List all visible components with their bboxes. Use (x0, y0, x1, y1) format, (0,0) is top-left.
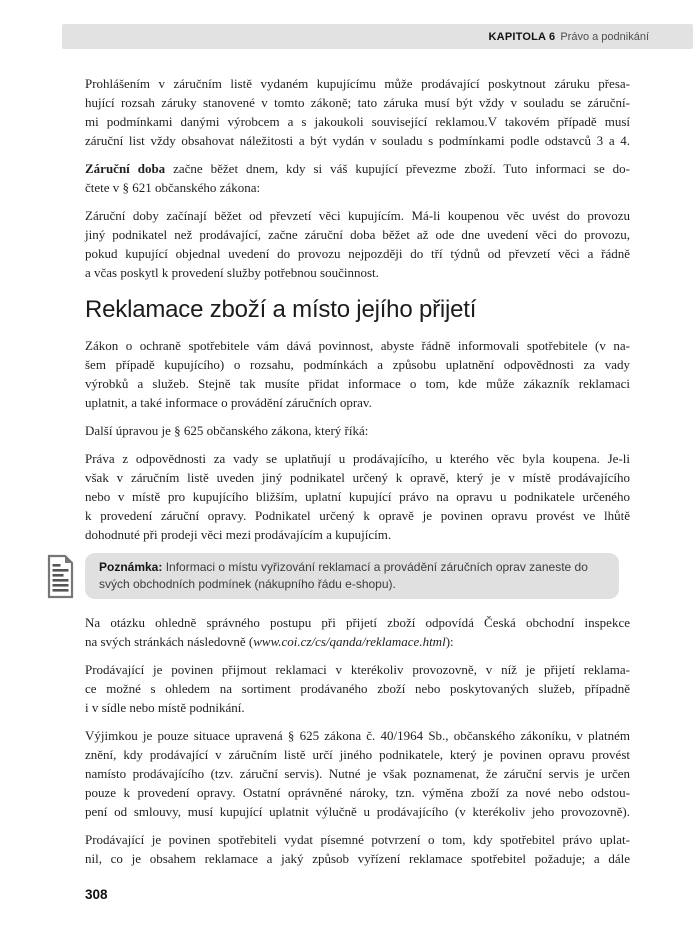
text-line: k provedení záruční opravy. Podnikatel určený k opravě je povinen opravu provést ve lhůtě (85, 508, 630, 523)
quote-paragraph (85, 449, 630, 544)
text-line: Prodávající je povinen spotřebiteli vydat písemné potvrzení o tom, kdy spotřebitel právo uplat- (85, 832, 630, 847)
text-line: nil, co je obsahem reklamace a jaký způsob vyřízení reklamace spotřebitel požaduje; a dále (85, 851, 630, 866)
text-line: jiný podnikatel než prodávající, začne záruční doba běžet až ode dne uvedení věci do provozu, (85, 227, 630, 242)
text-line: Další úpravou je § 625 občanského zákona, který říká: (85, 423, 369, 438)
paragraph (85, 159, 630, 197)
text-line: Prodávající je povinen přijmout reklamaci v kterékoliv provozovně, v níž je přijetí reklama- (85, 662, 630, 677)
paragraph (85, 613, 630, 651)
text-line: dohodnuté při prodeji věci mezi prodávajícím a kupujícím. (85, 527, 392, 542)
section-heading: Reklamace zboží a místo jejího přijetí (85, 296, 477, 323)
text-line: Záruční doby začínají běžet od převzetí věci kupujícím. Má-li koupenou věc uvést do provozu (85, 208, 630, 223)
text-line: pení od smlouvy, musí kupující uplatnit výlučně u prodávajícího (v kterékoliv jeho provozovně). (85, 804, 630, 819)
url-text: www.coi.cz/cs/qanda/reklamace.html (253, 634, 446, 649)
text-run: ): (445, 634, 454, 649)
text-line: ce možné s ohledem na sortiment prodávaného zboží nebo poskytovaných služeb, případně (85, 681, 630, 696)
quote-paragraph (85, 206, 630, 282)
text-run: začne běžet dnem, kdy si váš kupující převezme zboží. Tuto informaci se do- (165, 161, 631, 176)
text-line (85, 159, 630, 178)
chapter-title: Právo a podnikání (560, 30, 649, 43)
text-line: Zákon o ochraně spotřebitele vám dává povinnost, abyste řádně informovali spotřebitele (v na- (85, 338, 630, 353)
quote-paragraph (85, 660, 630, 717)
chapter-label: KAPITOLA 6 (488, 30, 556, 43)
text-line: znění, kdy prodávající v záručním listě určí jiného podnikatele, který je povinen opravu provést (85, 747, 630, 762)
note-label: Poznámka: (99, 560, 163, 574)
quote-paragraph (85, 830, 630, 868)
document-note-icon (47, 554, 74, 599)
note-callout (85, 553, 630, 599)
running-header (62, 24, 693, 49)
paragraph (85, 74, 630, 150)
text-line: pouze k provedení opravy. Ostatní oprávněné nároky, tzn. výměna zboží za nové nebo odstou- (85, 785, 630, 800)
quote-paragraph (85, 726, 630, 821)
page-number: 308 (85, 887, 108, 902)
text-line: uplatnit, a také informace o provádění záručních oprav. (85, 395, 372, 410)
text-line: Prohlášením v záručním listě vydaném kupujícímu může prodávající poskytnout záruku přesa- (85, 76, 630, 91)
text-column (85, 74, 630, 877)
note-box (85, 553, 619, 599)
text-run: na svých stránkách následovně ( (85, 634, 254, 649)
bold-lead: Záruční doba (85, 161, 166, 176)
paragraph (85, 336, 630, 412)
text-line: mi podmínkami danými výrobcem a s jakoukoli související reklamou.V takovém případě musí (85, 114, 630, 129)
text-line (85, 632, 630, 651)
text-line: pokud kupující objednal uvedení do provozu nejpozději do tří týdnů od převzetí věci a řádně (85, 246, 630, 261)
text-line: a včas poskytl k provedení služby potřebnou součinnost. (85, 265, 379, 280)
text-line: hující rozsah záruky stanovené v tomto zákoně; tato záruka musí být vždy v souladu se záruční- (85, 95, 630, 110)
text-line: Výjimkou je pouze situace upravená § 625 zákona č. 40/1964 Sb., občanského zákoníku, v platném (85, 728, 630, 743)
text-line: i v sídle nebo místě podnikání. (85, 700, 245, 715)
text-line: výrobků a služeb. Stejně tak musíte přidat informace o tom, kde může zákazník reklamaci (85, 376, 630, 391)
text-line: čtete v § 621 občanského zákona: (85, 180, 261, 195)
text-line: však v záručním listě uveden jiný podnikatel určený k opravě, který je v místě prodávajícího (85, 470, 630, 485)
text-line: namísto prodávajícího (tzv. záruční servis). Nutné je však poznamenat, že záruční servis je určen (85, 766, 630, 781)
note-text: Informaci o místu vyřizování reklamací a provádění záručních oprav zaneste do svých obchodních podmínek (nákupního řádu e-shopu). (99, 560, 588, 591)
text-line: záruční list vždy obsahovat náležitosti a být vydán v souladu s podmínkami podle odstavců 3 a 4. (85, 133, 630, 148)
text-line: Na otázku ohledně správného postupu při přijetí zboží odpovídá Česká obchodní inspekce (85, 615, 630, 630)
paragraph (85, 421, 630, 440)
text-line: šem případě kupujícího) o rozsahu, podmínkách a způsobu uplatnění odpovědnosti za vady (85, 357, 630, 372)
text-line: nebo v místě pro kupujícího bližším, uplatní kupující právo na opravu u podnikatele určeného (85, 489, 630, 504)
text-line: Práva z odpovědnosti za vady se uplatňují u prodávajícího, u kterého věc byla koupena. Je-li (85, 451, 630, 466)
